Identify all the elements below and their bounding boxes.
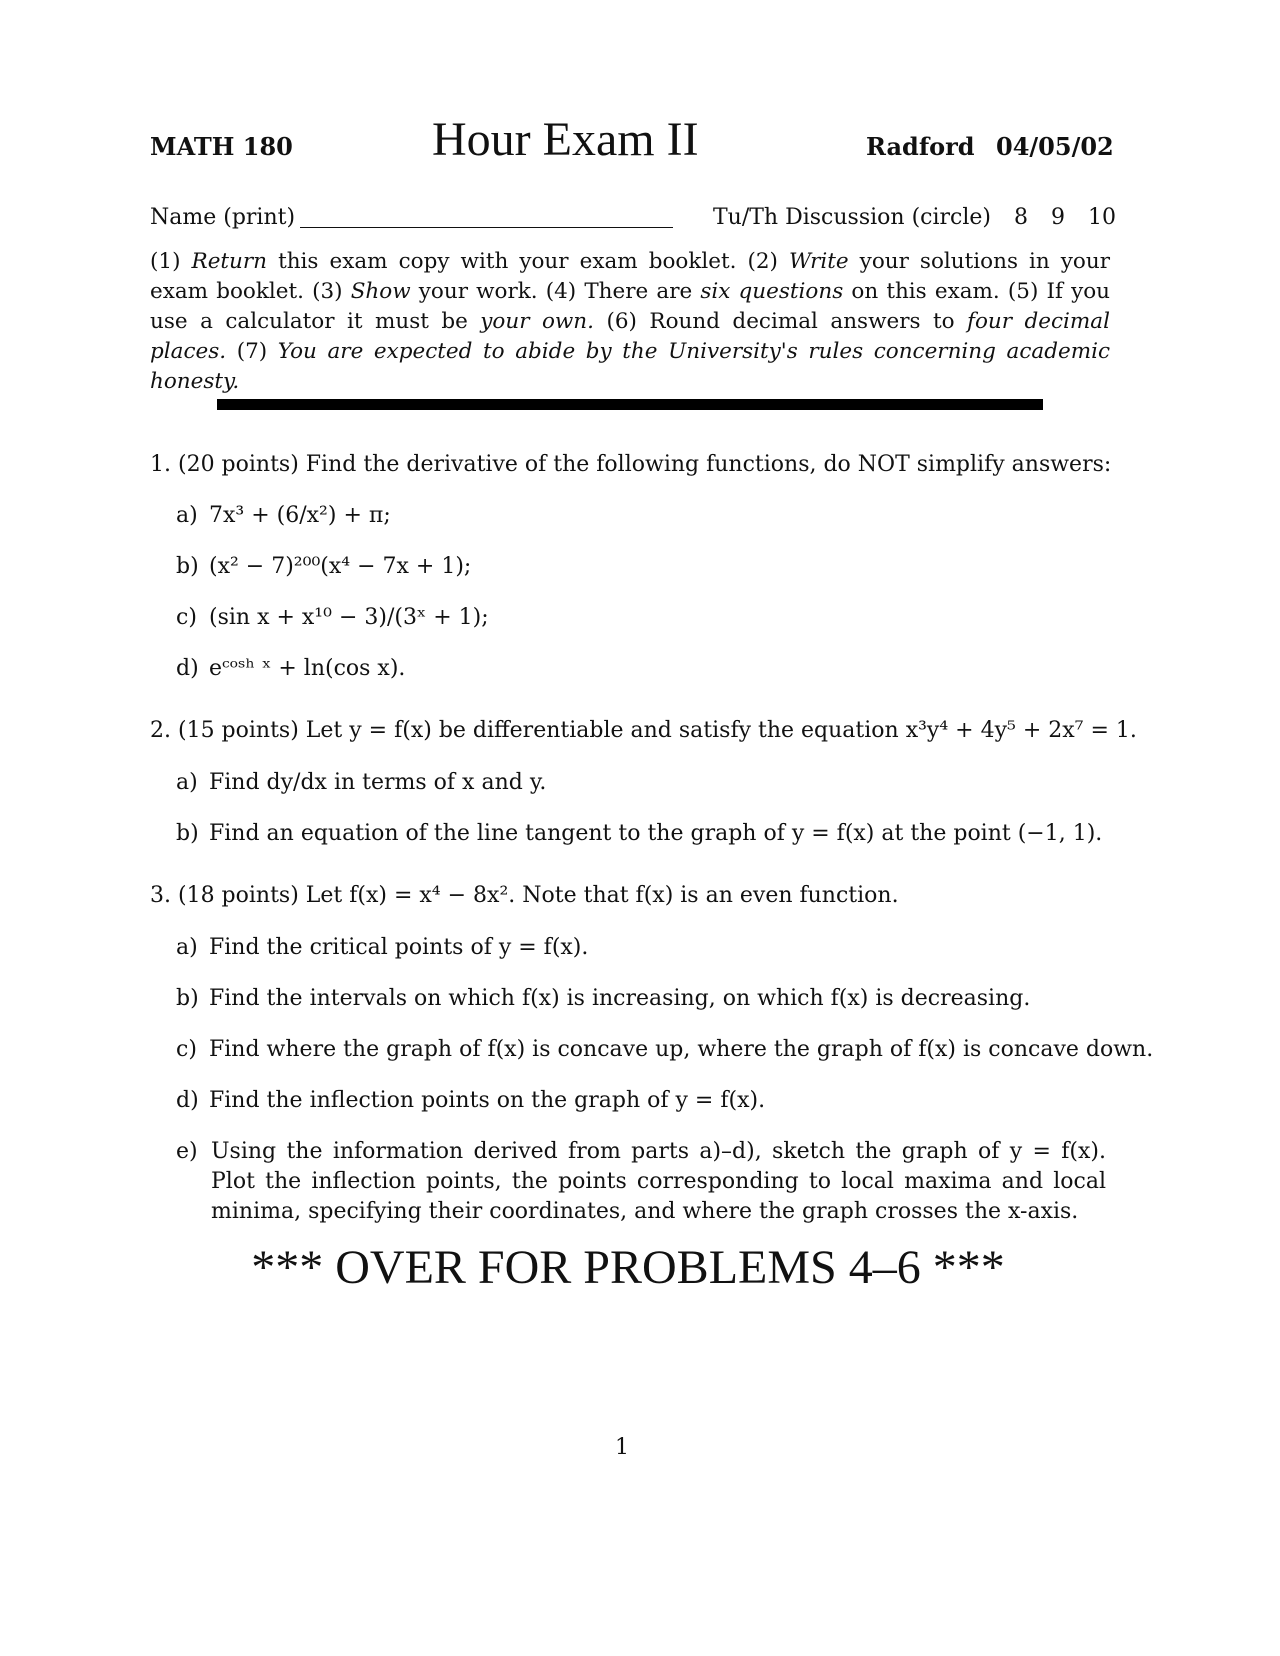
problem-3-stem: 3. (18 points) Let f(x) = x⁴ − 8x². Note that f(x) is an even function. [150,883,899,908]
discussion-label: Tu/Th Discussion (circle) [713,205,991,230]
name-label: Name (print) [150,205,296,230]
problem-3d: d) Find the inflection points on the graph of y = f(x). [176,1088,766,1113]
problem-3a: a) Find the critical points of y = f(x). [176,935,589,960]
problem-2b: b) Find an equation of the line tangent to the graph of y = f(x) at the point (−1, 1). [176,821,1103,846]
exam-date: 04/05/02 [996,132,1114,161]
problem-3b: b) Find the intervals on which f(x) is increasing, on which f(x) is decreasing. [176,986,1031,1011]
discussion-option-10[interactable]: 10 [1088,205,1116,230]
over-notice: *** OVER FOR PROBLEMS 4–6 *** [251,1241,1005,1294]
name-input-line[interactable] [300,227,673,228]
exam-title: Hour Exam II [432,113,699,166]
discussion-option-9[interactable]: 9 [1051,205,1065,230]
instructor-name: Radford [866,132,975,161]
problem-1-stem: 1. (20 points) Find the derivative of the following functions, do NOT simplify answers: [150,452,1112,477]
course-code: MATH 180 [150,132,293,161]
instructions: (1) Return this exam copy with your exam booklet. (2) Write your solutions in your exam booklet. (3) Show your work. (4) There are six questions on this exam. (5) If you use a calculator it must be your own. (6) Round decimal answers to four decimal places. (7) You are expected to abide by the University's rules concerning academic honesty. [150,249,1111,394]
problem-3c: c) Find where the graph of f(x) is concave up, where the graph of f(x) is concave down. [176,1037,1154,1062]
discussion-field [713,205,1116,230]
problem-1b: b) (x² − 7)²⁰⁰(x⁴ − 7x + 1); [176,554,472,579]
divider-rule [217,399,1043,410]
discussion-option-8[interactable]: 8 [1014,205,1028,230]
problem-1d: d) eᶜᵒˢʰ ˣ + ln(cos x). [176,656,406,681]
problem-2-stem: 2. (15 points) Let y = f(x) be differentiable and satisfy the equation x³y⁴ + 4y⁵ + 2x⁷ = 1. [150,718,1137,743]
problem-3e: e) Using the information derived from parts a)–d), sketch the graph of y = f(x). Plot the inflection points, the points corresponding to local maxima and local minima, specifying their coordinates, and where the graph crosses the x-axis. [176,1139,1106,1224]
problem-2a: a) Find dy/dx in terms of x and y. [176,770,547,795]
page-number: 1 [615,1435,629,1460]
problem-1a: a) 7x³ + (6/x²) + π; [176,503,391,528]
problem-1c: c) (sin x + x¹⁰ − 3)/(3ˣ + 1); [176,605,489,630]
